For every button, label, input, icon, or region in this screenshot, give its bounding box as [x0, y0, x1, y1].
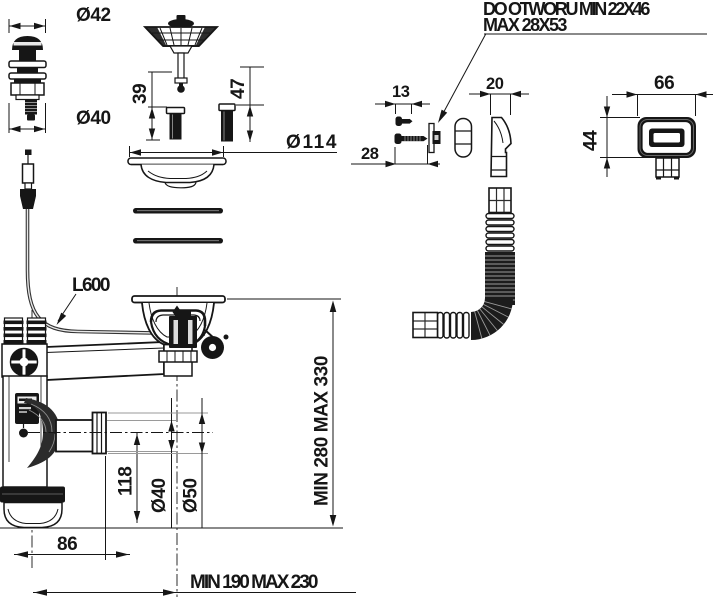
flexible-hose	[413, 188, 515, 340]
control-knob-part	[9, 5, 111, 133]
dim-height-range: MIN 280 MAX 330	[311, 356, 333, 506]
dim-socket-dia: Ø50	[180, 478, 202, 513]
dim-clip-width: 20	[486, 75, 504, 93]
dim-pipe-dia: Ø40	[149, 478, 170, 513]
flat-gaskets	[133, 208, 223, 244]
mounting-screws	[351, 83, 440, 167]
wing-nut	[10, 348, 38, 376]
note-line2: MAX 28X53	[483, 15, 567, 35]
overflow-cover	[581, 73, 714, 180]
dim-screw-long: 28	[361, 145, 379, 163]
dim-cover-height: 44	[580, 130, 602, 151]
dim-pin-short-39	[130, 72, 172, 140]
overflow-elbow-part	[469, 75, 529, 177]
hole-size-note	[438, 0, 707, 123]
fixing-clip	[429, 124, 441, 153]
dim-flange: Ø114	[286, 132, 336, 153]
overflow-pin-short	[167, 108, 185, 140]
dim-pin-short: 39	[130, 83, 151, 104]
outlet-socket	[93, 413, 107, 454]
dim-cover-width: 66	[654, 73, 675, 94]
siphon-inlet-stubs	[4, 318, 47, 344]
brand-label	[15, 393, 39, 424]
dim-knob-cap: Ø42	[76, 5, 111, 26]
overflow-pin-tall	[219, 104, 235, 142]
dim-offset: 86	[57, 534, 78, 555]
strainer-basket	[145, 15, 217, 93]
dim-outlet-height: 118	[115, 466, 137, 496]
dim-width-range: MIN 190 MAX 230	[190, 572, 318, 593]
dim-pin-tall: 47	[228, 78, 249, 99]
note-line1: DO OTWORU MIN 22X46	[483, 0, 650, 19]
hose-bend	[471, 298, 513, 340]
screw-long	[395, 134, 402, 145]
cover-stub	[656, 158, 679, 177]
dim-knob-base: Ø40	[76, 108, 111, 129]
dim-screw-short: 13	[392, 83, 410, 101]
siphon-cup	[0, 487, 65, 528]
cable-length-label: L600	[72, 275, 110, 296]
outlet-pipe	[56, 420, 94, 452]
oval-gasket	[455, 119, 472, 158]
screw-short	[396, 117, 403, 127]
